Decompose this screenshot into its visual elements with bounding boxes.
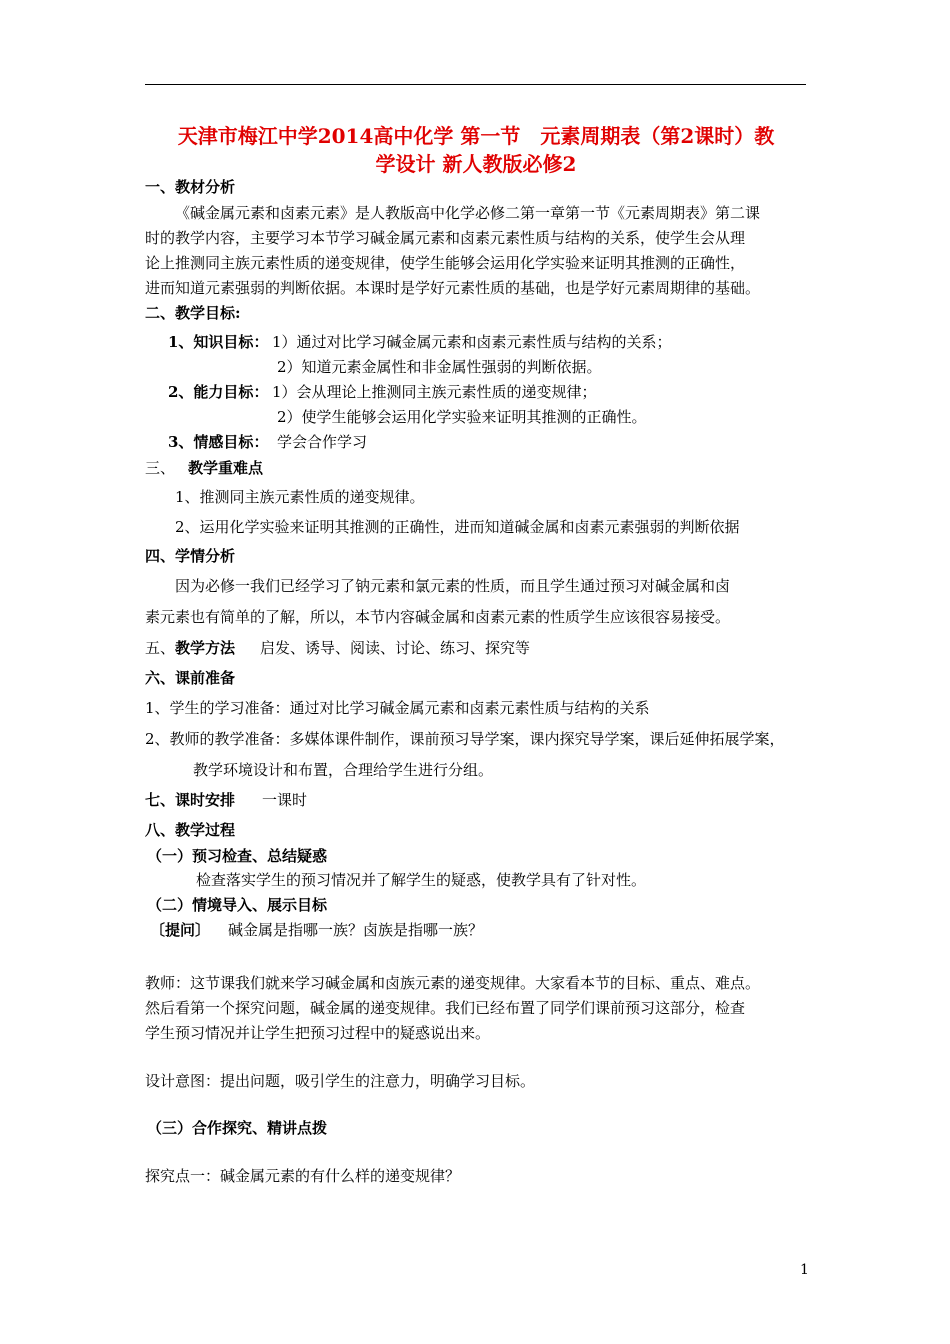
document-title-line-2: 学设计 新人教版必修2 (375, 152, 577, 176)
section-6-item-continuation: 教学环境设计和布置，合理给学生进行分组。 (193, 761, 494, 779)
section-1-paragraph-line: 《碱金属元素和卤素元素》是人教版高中化学必修二第一章第一节《元素周期表》第二课 (175, 204, 761, 222)
section-4-paragraph-line: 素元素也有简单的了解，所以，本节内容碱金属和卤素元素的性质学生应该很容易接受。 (145, 608, 731, 626)
section-8-heading: 八、教学过程 (145, 821, 236, 839)
section-6-item: 2、教师的教学准备：多媒体课件制作，课前预习导学案，课内探究导学案，课后延伸拓展学案， (145, 730, 785, 748)
knowledge-goal-item: 1）通过对比学习碱金属元素和卤素元素性质与结构的关系； (272, 333, 672, 351)
document-title-line-1: 天津市梅江中学2014高中化学 第一节 元素周期表（第2课时）教 (177, 124, 775, 148)
section-1-heading: 一、教材分析 (145, 178, 236, 196)
knowledge-goal-item: 2）知道元素金属性和非金属性强弱的判断依据。 (277, 358, 602, 376)
section-5-number: 五、 (145, 639, 176, 657)
section-7-heading: 七、课时安排 (145, 791, 236, 809)
section-3-item: 1、推测同主族元素性质的递变规律。 (175, 488, 425, 506)
section-4-paragraph-line: 因为必修一我们已经学习了钠元素和氯元素的性质，而且学生通过预习对碱金属和卤 (175, 577, 731, 595)
section-4-heading: 四、学情分析 (145, 547, 236, 565)
section-3-item: 2、运用化学实验来证明其推测的正确性，进而知道碱金属和卤素元素强弱的判断依据 (175, 518, 740, 536)
subsection-3-heading: （三）合作探究、精讲点拨 (147, 1119, 328, 1137)
section-7-text: 一课时 (262, 791, 308, 809)
ability-goal-item: 1）会从理论上推测同主族元素性质的递变规律； (272, 383, 597, 401)
subsection-2-heading: （二）情境导入、展示目标 (147, 896, 328, 914)
section-6-item: 1、学生的学习准备：通过对比学习碱金属元素和卤素元素性质与结构的关系 (145, 699, 650, 717)
emotion-goal-label: 3、情感目标： (168, 433, 269, 451)
section-1-paragraph-line: 时的教学内容，主要学习本节学习碱金属元素和卤素元素性质与结构的关系，使学生会从理 (145, 229, 746, 247)
emotion-goal-item: 学会合作学习 (277, 433, 368, 451)
question-text: 碱金属是指哪一族？卤族是指哪一族？ (228, 921, 484, 939)
knowledge-goal-label: 1、知识目标： (168, 333, 269, 351)
teacher-paragraph-line: 然后看第一个探究问题，碱金属的递变规律。我们已经布置了同学们课前预习这部分，检查 (145, 999, 746, 1017)
section-3-heading: 教学重难点 (188, 459, 264, 477)
section-6-heading: 六、课前准备 (145, 669, 236, 687)
ability-goal-label: 2、能力目标： (168, 383, 269, 401)
section-2-heading: 二、教学目标: (145, 304, 241, 322)
page-number: 1 (800, 1262, 809, 1278)
teacher-paragraph-line: 学生预习情况并让学生把预习过程中的疑惑说出来。 (145, 1024, 491, 1042)
subsection-1-text: 检查落实学生的预习情况并了解学生的疑惑，使教学具有了针对性。 (196, 871, 647, 889)
question-label: 〔提问〕 (150, 921, 211, 939)
ability-goal-item: 2）使学生能够会运用化学实验来证明其推测的正确性。 (277, 408, 647, 426)
section-1-paragraph-line: 论上推测同主族元素性质的递变规律，使学生能够会运用化学实验来证明其推测的正确性， (145, 254, 746, 272)
header-rule (145, 84, 806, 85)
design-intent: 设计意图：提出问题，吸引学生的注意力，明确学习目标。 (145, 1072, 536, 1090)
section-1-paragraph-line: 进而知道元素强弱的判断依据。本课时是学好元素性质的基础，也是学好元素周期律的基础。 (145, 279, 761, 297)
section-3-number: 三、 (145, 459, 176, 477)
subsection-1-heading: （一）预习检查、总结疑惑 (147, 847, 328, 865)
section-5-heading: 教学方法 (175, 639, 236, 657)
section-5-text: 启发、诱导、阅读、讨论、练习、探究等 (260, 639, 531, 657)
explore-point: 探究点一：碱金属元素的有什么样的递变规律？ (145, 1167, 461, 1185)
teacher-paragraph-line: 教师：这节课我们就来学习碱金属和卤族元素的递变规律。大家看本节的目标、重点、难点。 (145, 974, 761, 992)
